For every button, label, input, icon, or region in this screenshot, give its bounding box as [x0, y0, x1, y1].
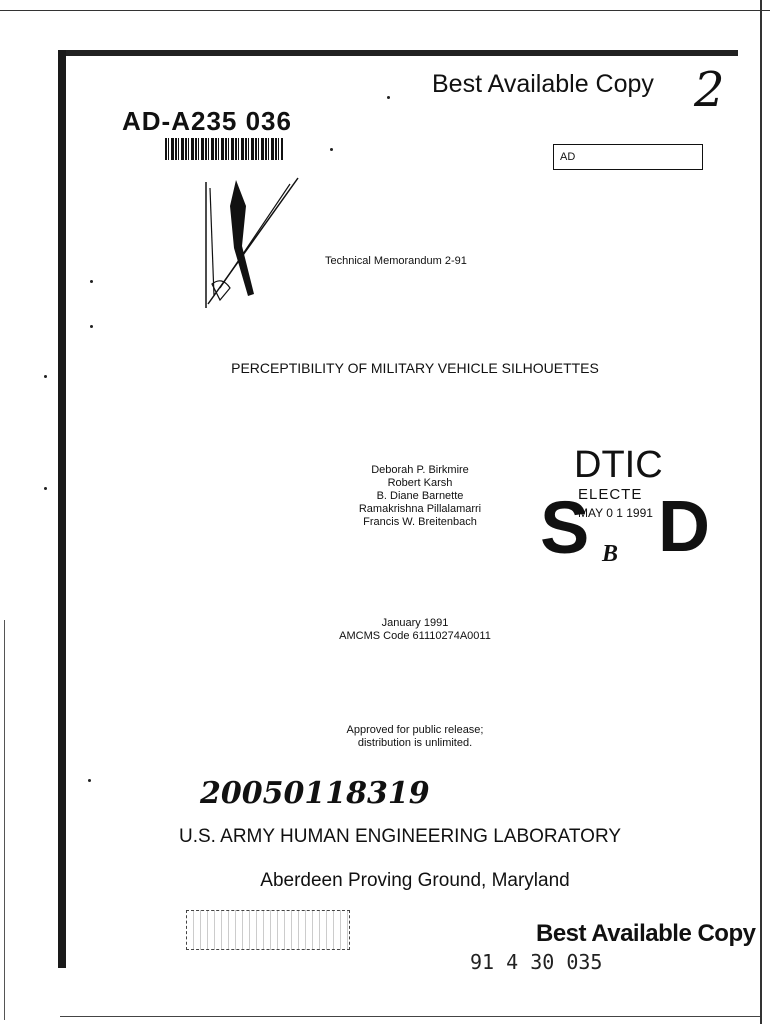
release-line: Approved for public release; — [346, 724, 484, 736]
scan-speck — [88, 779, 91, 782]
publication-date: January 1991 — [381, 617, 449, 629]
best-copy-header: Best Available Copy — [432, 70, 654, 98]
dtic-stamp — [540, 445, 710, 565]
scan-speck — [330, 148, 333, 151]
best-copy-footer: Best Available Copy — [536, 920, 756, 947]
scan-speck — [90, 325, 93, 328]
dtic-elected: ELECTE — [578, 486, 643, 503]
memo-label: Technical Memorandum 2-91 — [325, 255, 467, 267]
organization-location: Aberdeen Proving Ground, Maryland — [260, 870, 570, 891]
scan-speck — [44, 487, 47, 490]
dtic-letter-s: S — [540, 486, 590, 565]
scan-speck — [44, 375, 47, 378]
faded-stamp — [186, 910, 350, 950]
author-name: Francis W. Breitenbach — [363, 516, 477, 528]
author-list — [330, 464, 510, 529]
author-name: Deborah P. Birkmire — [371, 464, 469, 476]
scan-edge-top — [0, 10, 770, 11]
author-name: Ramakrishna Pillalamarri — [358, 503, 482, 515]
barcode — [165, 138, 283, 160]
release-statement — [300, 724, 530, 750]
scan-speck — [90, 280, 93, 283]
hel-logo — [200, 176, 310, 316]
handwritten-mark: 2 — [694, 62, 725, 118]
dtic-letter-d: D — [658, 487, 710, 565]
scan-edge-left — [4, 620, 5, 1020]
handwritten-number: 20050118319 — [200, 776, 430, 811]
publication-info — [300, 617, 530, 643]
dtic-date: MAY 0 1 1991 — [578, 506, 653, 520]
dtic-name: DTIC — [574, 445, 663, 486]
scan-speck — [387, 96, 390, 99]
author-name: B. Diane Barnette — [376, 490, 464, 502]
ad-box: AD — [553, 144, 703, 170]
release-line: distribution is unlimited. — [357, 737, 473, 749]
report-title: PERCEPTIBILITY OF MILITARY VEHICLE SILHOUETTES — [231, 360, 599, 376]
author-name: Robert Karsh — [387, 477, 453, 489]
ad-number: AD-A235 036 — [122, 106, 292, 136]
accession-serial: 91 4 30 035 — [470, 950, 603, 974]
dtic-letter-b: B — [602, 541, 619, 565]
amcms-code: AMCMS Code 61110274A0011 — [339, 630, 491, 642]
page-border-top — [58, 50, 738, 56]
organization-name: U.S. ARMY HUMAN ENGINEERING LABORATORY — [178, 826, 622, 847]
scan-edge-bottom — [60, 1016, 760, 1017]
